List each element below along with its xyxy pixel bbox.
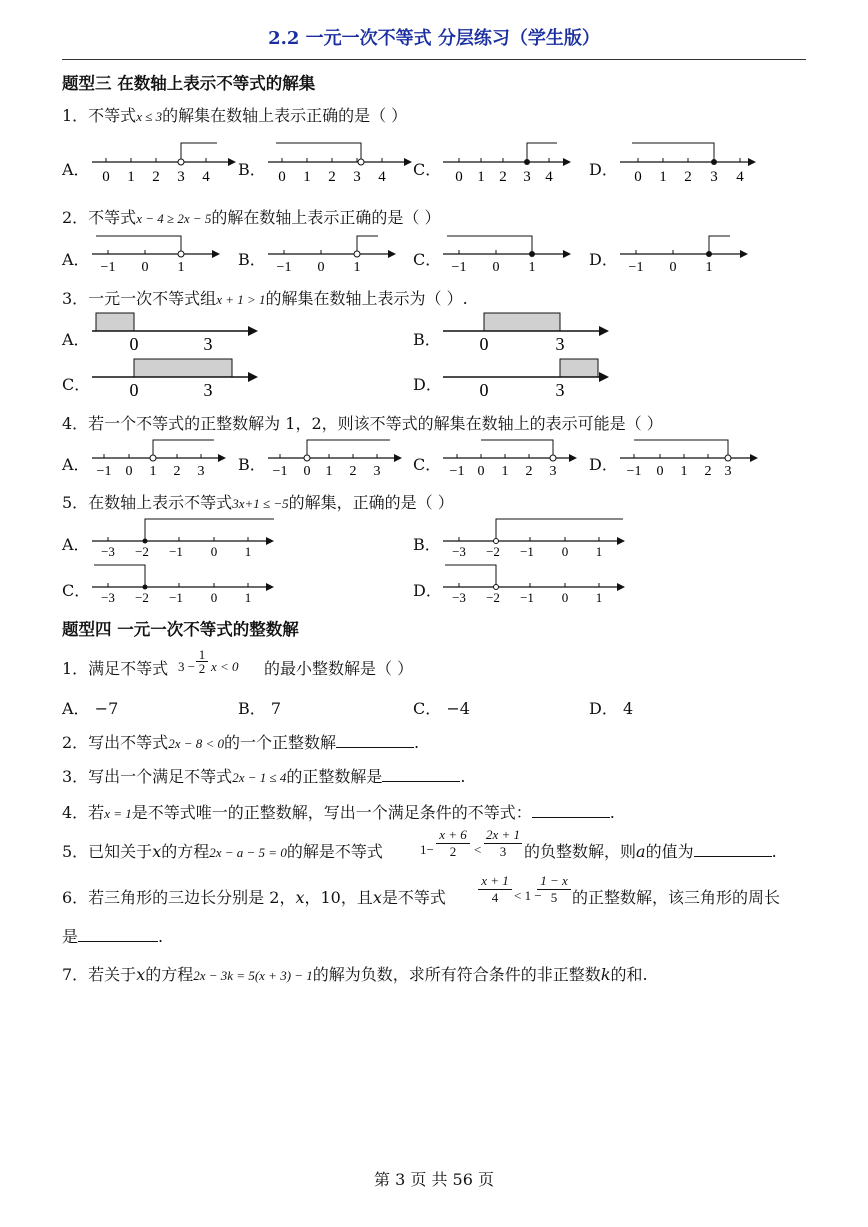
number-line-3-4-c — [441, 436, 581, 482]
answer-blank[interactable] — [694, 842, 772, 857]
svg-text:2: 2 — [152, 169, 160, 185]
number-line-3-4-d — [618, 436, 763, 482]
svg-text:3: 3 — [555, 334, 565, 354]
question-4-4: 4．若x = 1是不等式唯一的正整数解，写出一个满足条件的不等式： . — [62, 803, 615, 822]
svg-text:1: 1 — [325, 464, 333, 479]
svg-text:0: 0 — [656, 464, 664, 479]
option-a[interactable]: A． −7 — [62, 699, 119, 718]
question-4-3: 3．写出一个满足不等式2x − 1 ≤ 4的正整数解是 . — [62, 767, 466, 786]
question-suffix: 的最小整数解是（ ） — [264, 659, 414, 678]
number-line-3-2-a — [90, 230, 225, 278]
number-line-3-5-c — [90, 561, 280, 607]
math-expression: < 1 − — [514, 888, 542, 903]
svg-text:0: 0 — [669, 260, 677, 275]
svg-text:2: 2 — [173, 464, 181, 479]
option-label[interactable]: A． — [62, 330, 90, 349]
question-3-3: 3．一元一次不等式组x + 1 > 1的解集在数轴上表示为（ ）. — [62, 289, 468, 308]
svg-text:−1: −1 — [520, 590, 534, 605]
option-label[interactable]: A． — [62, 535, 90, 554]
number-line-3-4-a — [90, 436, 230, 482]
number-line-3-1-d — [618, 138, 763, 188]
svg-text:−1: −1 — [169, 544, 183, 559]
page-title: 2.2 一元一次不等式 分层练习（学生版） — [268, 28, 600, 49]
question-4-7: 7．若关于x的方程2x − 3k = 5(x + 3) − 1的解为负数，求所有符合条件的非正整数k的和. — [62, 965, 648, 984]
svg-text:−3: −3 — [101, 590, 115, 605]
math-expression: x < 0 — [211, 659, 239, 674]
svg-text:1: 1 — [353, 260, 361, 275]
option-label[interactable]: B． — [413, 535, 441, 554]
svg-text:0: 0 — [129, 334, 139, 354]
svg-text:−1: −1 — [272, 464, 288, 479]
answer-blank[interactable] — [336, 733, 414, 748]
svg-text:3: 3 — [373, 464, 381, 479]
number-line-3-1-a — [90, 138, 235, 188]
question-4-2: 2．写出不等式2x − 8 < 0的一个正整数解 . — [62, 733, 420, 752]
svg-text:0: 0 — [210, 544, 218, 559]
svg-text:3: 3 — [353, 169, 361, 185]
answer-blank[interactable] — [532, 803, 610, 818]
svg-text:2: 2 — [328, 169, 336, 185]
svg-text:2: 2 — [499, 169, 507, 185]
svg-text:1: 1 — [595, 590, 603, 605]
math-expression: 1− — [420, 842, 434, 857]
option-label[interactable]: C． — [62, 375, 91, 394]
svg-text:3: 3 — [203, 380, 213, 400]
svg-text:2: 2 — [684, 169, 692, 185]
option-label[interactable]: D． — [589, 160, 618, 179]
option-label[interactable]: A． — [62, 250, 90, 269]
svg-text:3: 3 — [549, 464, 557, 479]
svg-text:4: 4 — [545, 169, 553, 185]
number-line-3-3-a — [90, 310, 265, 355]
svg-text:−1: −1 — [169, 590, 183, 605]
svg-text:1: 1 — [595, 544, 603, 559]
svg-text:4: 4 — [378, 169, 386, 185]
svg-text:0: 0 — [129, 380, 139, 400]
svg-text:−2: −2 — [486, 544, 500, 559]
number-line-3-3-b — [441, 310, 616, 355]
svg-text:−1: −1 — [628, 260, 644, 275]
option-label[interactable]: D． — [413, 581, 442, 600]
svg-text:3: 3 — [523, 169, 531, 185]
option-label[interactable]: B． — [238, 160, 266, 179]
number-line-3-2-c — [441, 230, 576, 278]
svg-text:−1: −1 — [520, 544, 534, 559]
question-3-1: 1．不等式x ≤ 3的解集在数轴上表示正确的是（ ） — [62, 106, 408, 125]
svg-text:4: 4 — [736, 169, 744, 185]
svg-text:1: 1 — [477, 169, 485, 185]
page-footer: 第 3 页 共 56 页 — [374, 1170, 494, 1189]
answer-blank[interactable] — [78, 927, 158, 942]
option-label[interactable]: C． — [413, 160, 442, 179]
question-continuation: 的正整数解，该三角形的周长 — [572, 888, 781, 907]
svg-text:1: 1 — [149, 464, 157, 479]
svg-text:3: 3 — [177, 169, 185, 185]
svg-text:1: 1 — [244, 544, 252, 559]
svg-text:−1: −1 — [451, 260, 467, 275]
svg-text:1: 1 — [501, 464, 509, 479]
svg-text:1: 1 — [303, 169, 311, 185]
fraction: 1 2 — [196, 648, 208, 675]
svg-text:0: 0 — [317, 260, 325, 275]
svg-text:0: 0 — [102, 169, 110, 185]
svg-text:3: 3 — [724, 464, 732, 479]
number-line-3-5-a — [90, 515, 280, 561]
fraction: 2x + 1 3 — [485, 827, 521, 859]
svg-text:2: 2 — [525, 464, 533, 479]
option-label[interactable]: D． — [589, 455, 618, 474]
svg-text:1: 1 — [244, 590, 252, 605]
option-c[interactable]: C． −4 — [413, 699, 470, 718]
svg-text:2: 2 — [349, 464, 357, 479]
svg-text:0: 0 — [278, 169, 286, 185]
math-expression: 3 − — [178, 659, 196, 674]
svg-text:−1: −1 — [100, 260, 116, 275]
question-4-6: 6．若三角形的三边长分别是 2，x，10，且x是不等式 — [62, 888, 446, 907]
section-title-4: 题型四 一元一次不等式的整数解 — [62, 620, 299, 639]
question-3-4: 4．若一个不等式的正整数解为 1，2，则该不等式的解集在数轴上的表示可能是（ ） — [62, 414, 663, 433]
svg-text:4: 4 — [202, 169, 210, 185]
section-title-3: 题型三 在数轴上表示不等式的解集 — [62, 74, 316, 93]
svg-text:1: 1 — [659, 169, 667, 185]
option-d[interactable]: D． 4 — [589, 699, 634, 718]
svg-text:0: 0 — [210, 590, 218, 605]
math-expression: < — [474, 842, 482, 857]
svg-text:0: 0 — [477, 464, 485, 479]
svg-text:−2: −2 — [135, 590, 149, 605]
number-line-3-3-c — [90, 356, 265, 401]
fraction: x + 6 2 — [436, 827, 470, 860]
option-label[interactable]: B． — [238, 250, 266, 269]
svg-text:−3: −3 — [452, 544, 466, 559]
svg-text:0: 0 — [492, 260, 500, 275]
fraction: 1 − x 5 — [537, 873, 571, 906]
svg-text:0: 0 — [303, 464, 311, 479]
number-line-3-1-c — [441, 138, 586, 188]
svg-text:−3: −3 — [101, 544, 115, 559]
svg-text:0: 0 — [479, 334, 489, 354]
svg-text:0: 0 — [455, 169, 463, 185]
option-label[interactable]: A． — [62, 160, 90, 179]
svg-text:−1: −1 — [449, 464, 465, 479]
number-line-3-2-b — [266, 230, 401, 278]
svg-text:2: 2 — [704, 464, 712, 479]
svg-text:−2: −2 — [486, 590, 500, 605]
svg-text:3: 3 — [203, 334, 213, 354]
number-line-3-2-d — [618, 230, 753, 278]
svg-text:0: 0 — [141, 260, 149, 275]
svg-text:−1: −1 — [96, 464, 112, 479]
svg-text:−3: −3 — [452, 590, 466, 605]
number-line-3-4-b — [266, 436, 406, 482]
svg-text:−2: −2 — [135, 544, 149, 559]
number-line-3-1-b — [266, 138, 411, 188]
option-label[interactable]: D． — [589, 250, 618, 269]
svg-text:1: 1 — [177, 260, 185, 275]
option-label[interactable]: D． — [413, 375, 442, 394]
svg-text:1: 1 — [705, 260, 713, 275]
question-continuation: 的负整数解，则a的值为 . — [524, 842, 777, 861]
answer-blank[interactable] — [382, 767, 460, 782]
svg-text:1: 1 — [127, 169, 135, 185]
question-3-2: 2．不等式x − 4 ≥ 2x − 5的解在数轴上表示正确的是（ ） — [62, 208, 441, 227]
question-3-5: 5．在数轴上表示不等式3x+1 ≤ −5的解集，正确的是（ ） — [62, 493, 454, 512]
question-continuation: 是 . — [62, 927, 164, 946]
option-label[interactable]: B． — [413, 330, 441, 349]
svg-text:0: 0 — [634, 169, 642, 185]
fraction: x + 1 4 — [478, 873, 512, 906]
svg-text:1: 1 — [528, 260, 536, 275]
svg-text:0: 0 — [561, 590, 569, 605]
option-label[interactable]: C． — [413, 455, 442, 474]
number-line-3-3-d — [441, 356, 616, 401]
svg-text:3: 3 — [197, 464, 205, 479]
option-b[interactable]: B． 7 — [238, 699, 282, 718]
svg-text:3: 3 — [710, 169, 718, 185]
svg-text:−1: −1 — [626, 464, 642, 479]
svg-text:0: 0 — [479, 380, 489, 400]
svg-text:−1: −1 — [276, 260, 292, 275]
svg-text:0: 0 — [561, 544, 569, 559]
number-line-3-5-d — [441, 561, 631, 607]
option-label[interactable]: C． — [413, 250, 442, 269]
option-label[interactable]: A． — [62, 455, 90, 474]
svg-text:1: 1 — [680, 464, 688, 479]
question-4-1: 1．满足不等式 — [62, 659, 169, 678]
header-divider — [62, 59, 806, 60]
svg-text:3: 3 — [555, 380, 565, 400]
option-label[interactable]: C． — [62, 581, 91, 600]
number-line-3-5-b — [441, 515, 631, 561]
question-4-5: 5．已知关于x的方程2x − a − 5 = 0的解是不等式 — [62, 842, 383, 861]
option-label[interactable]: B． — [238, 455, 266, 474]
svg-text:0: 0 — [125, 464, 133, 479]
